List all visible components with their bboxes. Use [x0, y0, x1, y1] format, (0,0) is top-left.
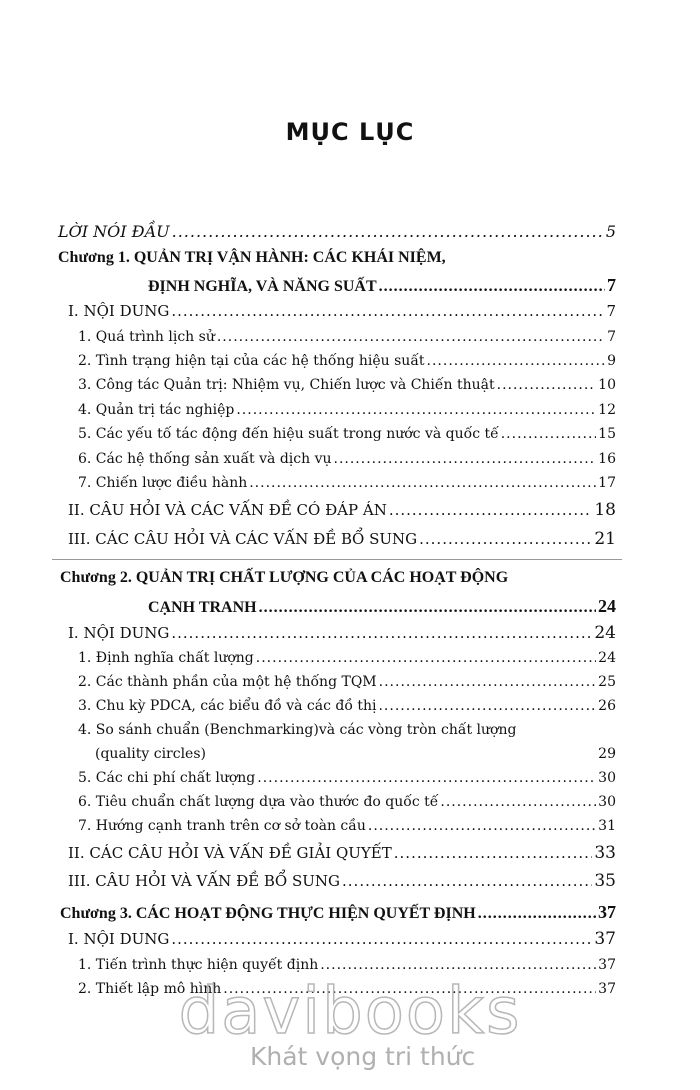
leader-dots [378, 698, 596, 714]
leader-dots [379, 674, 597, 690]
chapter-divider [52, 559, 622, 560]
leader-dots [394, 844, 593, 862]
chapter-1-title[interactable]: Chương 1. QUẢN TRỊ VẬN HÀNH: CÁC KHÁI NIỆM, [58, 249, 446, 266]
toc-item[interactable]: 6. Tiêu chuẩn chất lượng dựa vào thước đo quốc tế ..... 30 [78, 794, 616, 810]
toc-item[interactable]: 3. Chu kỳ PDCA, các biểu đồ và các đồ thị ..... 26 [78, 698, 616, 714]
leader-dots [249, 475, 596, 491]
toc-entry-intro[interactable]: LỜI NÓI ĐẦU ..... 5 [58, 222, 616, 241]
leader-dots [334, 451, 597, 467]
watermark-slogan: Khát vọng tri thức [250, 1042, 476, 1071]
leader-dots [171, 302, 604, 320]
toc-item[interactable]: 6. Các hệ thống sản xuất và dịch vụ ..... 16 [78, 451, 616, 467]
leader-dots [171, 624, 592, 642]
leader-dots [342, 872, 592, 890]
toc-section[interactable]: III. CÁC CÂU HỎI VÀ CÁC VẤN ĐỀ BỔ SUNG ..... 21 [68, 529, 616, 549]
leader-dots [256, 650, 596, 666]
chapter-1-title-cont[interactable]: ĐỊNH NGHĨA, VÀ NĂNG SUẤT ..... 7 [148, 275, 616, 296]
toc-item[interactable]: 2. Thiết lập mô hình ..... 37 [78, 981, 616, 997]
leader-dots [478, 905, 596, 923]
toc-section[interactable]: III. CÂU HỎI VÀ VẤN ĐỀ BỔ SUNG ..... 35 [68, 871, 616, 891]
toc-item[interactable]: 7. Hướng cạnh tranh trên cơ sở toàn cầu ..... 31 [78, 818, 616, 834]
page-title: MỤC LỤC [285, 118, 415, 146]
toc-item[interactable]: 4. So sánh chuẩn (Benchmarking)và các vòng tròn chất lượng [78, 722, 517, 738]
chapter-3-title[interactable]: Chương 3. CÁC HOẠT ĐỘNG THỰC HIỆN QUYẾT ĐỊNH ..... 37 [60, 902, 616, 923]
leader-dots [259, 599, 596, 617]
toc-item[interactable]: 4. Quản trị tác nghiệp ..... 12 [78, 402, 616, 418]
leader-dots [389, 501, 593, 519]
leader-dots [172, 222, 604, 241]
chapter-2-title-cont[interactable]: CẠNH TRANH ..... 24 [148, 596, 616, 617]
toc-item[interactable]: 2. Tình trạng hiện tại của các hệ thống hiệu suất ..... 9 [78, 353, 616, 369]
leader-dots [440, 794, 596, 810]
leader-dots [379, 278, 605, 296]
leader-dots [171, 930, 592, 948]
toc-item[interactable]: 5. Các yếu tố tác động đến hiệu suất trong nước và quốc tế ..... 15 [78, 426, 616, 442]
toc-section[interactable]: I. NỘI DUNG ..... 24 [68, 623, 616, 643]
leader-dots [501, 426, 596, 442]
leader-dots [419, 530, 592, 548]
toc-section[interactable]: II. CÂU HỎI VÀ CÁC VẤN ĐỀ CÓ ĐÁP ÁN ..... 18 [68, 500, 616, 520]
toc-item[interactable]: 2. Các thành phần của một hệ thống TQM ..... 25 [78, 674, 616, 690]
leader-dots [217, 329, 605, 345]
toc-item[interactable]: 3. Công tác Quản trị: Nhiệm vụ, Chiến lược và Chiến thuật ..... 10 [78, 377, 616, 393]
watermark-brand: davibooks [178, 975, 522, 1049]
leader-dots [427, 353, 606, 369]
toc-section[interactable]: II. CÁC CÂU HỎI VÀ VẤN ĐỀ GIẢI QUYẾT ..... 33 [68, 843, 616, 863]
toc-item[interactable]: 1. Tiến trình thực hiện quyết định ..... 37 [78, 957, 616, 973]
toc-section[interactable]: I. NỘI DUNG ..... 37 [68, 929, 616, 949]
leader-dots [320, 957, 596, 973]
toc-section[interactable]: I. NỘI DUNG ..... 7 [68, 302, 616, 320]
leader-dots [368, 818, 596, 834]
toc-item[interactable]: 1. Định nghĩa chất lượng ..... 24 [78, 650, 616, 666]
toc-item[interactable]: 7. Chiến lược điều hành ..... 17 [78, 475, 616, 491]
toc-item[interactable]: 1. Quá trình lịch sử ..... 7 [78, 329, 616, 345]
leader-dots [497, 377, 597, 393]
toc-item[interactable]: 5. Các chi phí chất lượng ..... 30 [78, 770, 616, 786]
chapter-2-title[interactable]: Chương 2. QUẢN TRỊ CHẤT LƯỢNG CỦA CÁC HOẠT ĐỘNG [60, 569, 509, 586]
toc-item-cont[interactable]: (quality circles) 29 [95, 746, 616, 762]
leader-dots [236, 402, 596, 418]
leader-dots [257, 770, 596, 786]
